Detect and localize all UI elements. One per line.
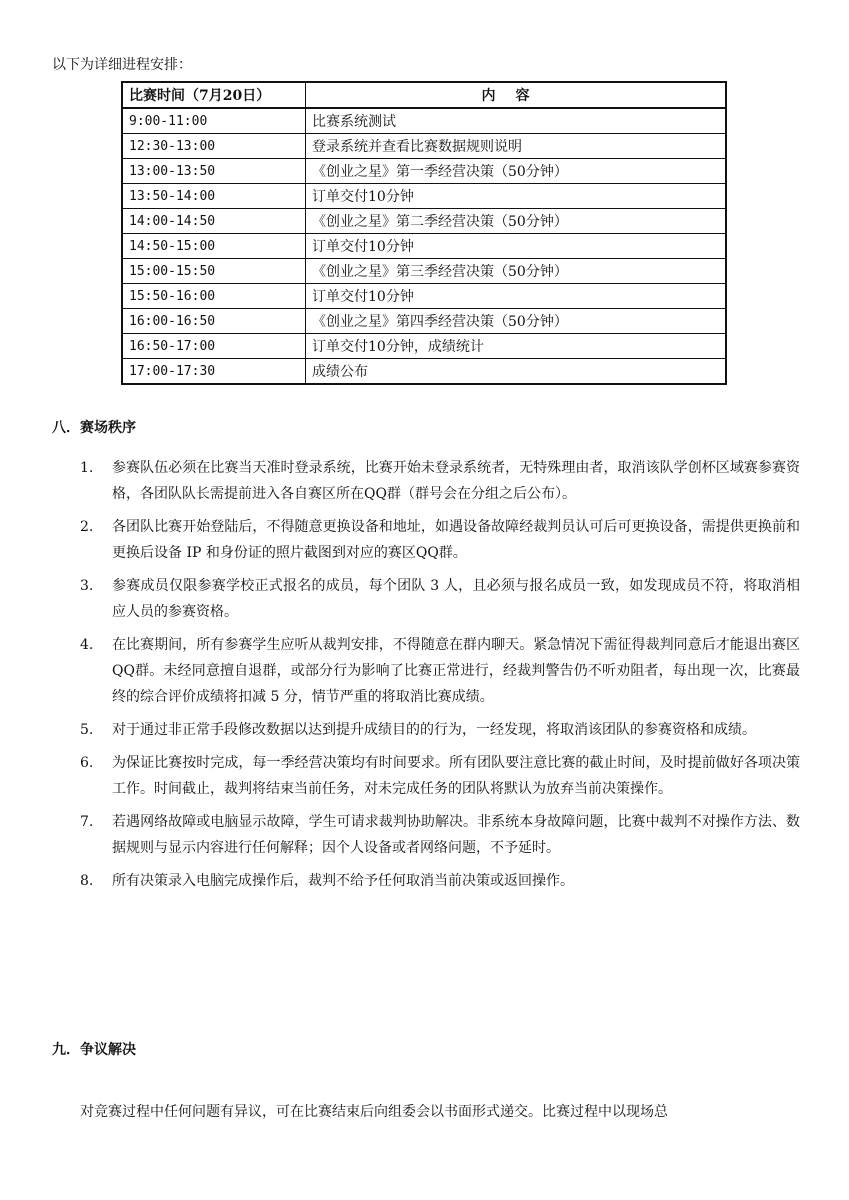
section-heading-order: 八．赛场秩序 — [52, 420, 136, 436]
order-rules-list — [80, 455, 800, 901]
row-content: 订单交付10分钟 — [306, 184, 727, 209]
row-content: 登录系统并查看比赛数据规则说明 — [306, 134, 727, 159]
list-item — [80, 455, 800, 507]
row-time: 9:00-11:00 — [122, 108, 306, 134]
row-time: 15:50-16:00 — [122, 284, 306, 309]
list-item — [80, 514, 800, 566]
row-time: 15:00-15:50 — [122, 259, 306, 284]
list-item — [80, 573, 800, 625]
dispute-paragraph: 对竞赛过程中任何问题有异议，可在比赛结束后向组委会以书面形式递交。比赛过程中以现场总 — [80, 1104, 668, 1120]
table-row — [122, 134, 726, 159]
list-item-number: 7. — [80, 814, 94, 830]
list-item — [80, 717, 800, 743]
list-item-number: 6. — [80, 755, 94, 771]
row-content: 《创业之星》第二季经营决策（50分钟） — [306, 209, 727, 234]
row-time: 16:00-16:50 — [122, 309, 306, 334]
list-item-text: 参赛成员仅限参赛学校正式报名的成员，每个团队 3 人，且必须与报名成员一致，如发现成员不符，将取消相应人员的参赛资格。 — [112, 578, 800, 620]
list-item — [80, 750, 800, 802]
schedule-table — [121, 81, 727, 385]
row-content: 成绩公布 — [306, 359, 727, 385]
list-item — [80, 868, 800, 894]
row-content: 比赛系统测试 — [306, 108, 727, 134]
list-item-number: 3. — [80, 578, 94, 594]
row-content: 订单交付10分钟，成绩统计 — [306, 334, 727, 359]
schedule-intro: 以下为详细进程安排： — [52, 57, 192, 73]
list-item-text: 为保证比赛按时完成，每一季经营决策均有时间要求。所有团队要注意比赛的截止时间，及时提前做好各项决策工作。时间截止，裁判将结束当前任务，对未完成任务的团队将默认为放弃当前决策操作。 — [112, 755, 800, 797]
list-item — [80, 809, 800, 861]
list-item-number: 2. — [80, 519, 94, 535]
list-item-text: 所有决策录入电脑完成操作后，裁判不给予任何取消当前决策或返回操作。 — [112, 873, 574, 889]
table-row — [122, 334, 726, 359]
row-time: 14:00-14:50 — [122, 209, 306, 234]
list-item-text: 参赛队伍必须在比赛当天准时登录系统，比赛开始未登录系统者，无特殊理由者，取消该队学创杯区域赛参赛资格，各团队队长需提前进入各自赛区所在QQ群（群号会在分组之后公布）。 — [112, 460, 800, 502]
row-time: 16:50-17:00 — [122, 334, 306, 359]
list-item-number: 4. — [80, 637, 94, 653]
table-row — [122, 184, 726, 209]
table-row — [122, 209, 726, 234]
row-content: 订单交付10分钟 — [306, 234, 727, 259]
list-item-text: 若遇网络故障或电脑显示故障，学生可请求裁判协助解决。非系统本身故障问题，比赛中裁判不对操作方法、数据规则与显示内容进行任何解释；因个人设备或者网络问题，不予延时。 — [112, 814, 800, 856]
list-item-text: 各团队比赛开始登陆后，不得随意更换设备和地址，如遇设备故障经裁判员认可后可更换设备，需提供更换前和更换后设备 IP 和身份证的照片截图到对应的赛区QQ群。 — [112, 519, 800, 561]
schedule-header-row — [122, 82, 726, 108]
row-time: 13:50-14:00 — [122, 184, 306, 209]
row-time: 14:50-15:00 — [122, 234, 306, 259]
table-row — [122, 108, 726, 134]
row-content: 《创业之星》第四季经营决策（50分钟） — [306, 309, 727, 334]
row-time: 12:30-13:00 — [122, 134, 306, 159]
section-heading-dispute: 九．争议解决 — [52, 1042, 136, 1058]
row-content: 《创业之星》第一季经营决策（50分钟） — [306, 159, 727, 184]
list-item-number: 5. — [80, 722, 94, 738]
header-content: 内容 — [306, 82, 727, 108]
list-item — [80, 632, 800, 710]
list-item-text: 对于通过非正常手段修改数据以达到提升成绩目的的行为，一经发现，将取消该团队的参赛资格和成绩。 — [112, 722, 756, 738]
table-row — [122, 359, 726, 385]
row-time: 17:00-17:30 — [122, 359, 306, 385]
table-row — [122, 284, 726, 309]
table-row — [122, 259, 726, 284]
table-row — [122, 309, 726, 334]
table-row — [122, 234, 726, 259]
list-item-number: 8. — [80, 873, 94, 889]
table-row — [122, 159, 726, 184]
row-time: 13:00-13:50 — [122, 159, 306, 184]
row-content: 《创业之星》第三季经营决策（50分钟） — [306, 259, 727, 284]
list-item-number: 1. — [80, 460, 94, 476]
header-time: 比赛时间（7月20日） — [122, 82, 306, 108]
list-item-text: 在比赛期间，所有参赛学生应听从裁判安排，不得随意在群内聊天。紧急情况下需征得裁判同意后才能退出赛区QQ群。未经同意擅自退群，或部分行为影响了比赛正常进行，经裁判警告仍不听劝阻者，每出现一次，比赛最终的综合评价成绩将扣减 5 分，情节严重的将取消比赛成绩。 — [112, 637, 800, 705]
row-content: 订单交付10分钟 — [306, 284, 727, 309]
